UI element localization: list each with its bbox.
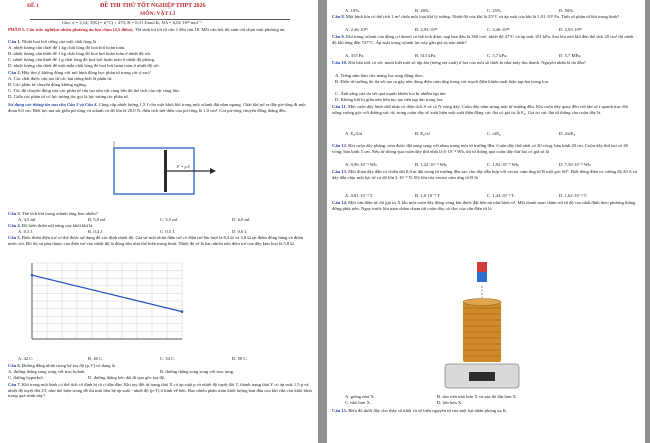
- q8-option-d[interactable]: D. 2,93·10²⁸: [559, 27, 582, 32]
- q12-stem: Hai cuộn dây phẳng, tròn được đặt song song với nhau trong một từ trường đều. Cuộn dây thứ nhất có 20 vòng, bán kính 20 cm. Cuộn dây thứ hai có 40 vòng, bán kính 5 cm. Nếu từ thông qua cuộn dây thứ nhất là 6·10⁻⁴ Wb, thì từ thông qua cuộn dây thứ hai có giá trị là: [332, 143, 628, 154]
- q7-number: Câu 7.: [8, 382, 21, 387]
- q13-option-c[interactable]: C. 1,44·10⁻³ T.: [487, 193, 516, 198]
- q2-option-a[interactable]: A. Các chất được cấu tạo từ các hạt riêng biệt là phân tử.: [8, 76, 113, 81]
- q3-option-d[interactable]: D. 6,0 ml.: [232, 217, 251, 222]
- scale-display: [469, 372, 495, 381]
- q8-option-b[interactable]: B. 2,93·10²⁵: [415, 27, 438, 32]
- q6-option-b[interactable]: B. đường thẳng song song với trục tung.: [160, 369, 235, 374]
- q11-option-a[interactable]: A. E₀/2πf: [345, 131, 363, 136]
- q12-option-a[interactable]: A. 0,96·10⁻⁵ Wb.: [345, 162, 378, 167]
- q10-option-a[interactable]: A. Tiếng sấm làm cho màng loa rung động theo.: [335, 73, 424, 78]
- force-label: F = p.S: [177, 164, 190, 169]
- q3-number: Câu 3.: [8, 211, 21, 216]
- exam-title: ĐỀ THI THỬ TỐT NGHIỆP THPT 2026: [100, 3, 206, 9]
- q6-stem: Đường đẳng nhiệt trong hệ toạ độ (p,V) có dạng là: [21, 363, 115, 368]
- q7-option-a[interactable]: A. 10%.: [345, 8, 361, 13]
- q8-option-a[interactable]: A. 2,46·10²⁵: [345, 27, 368, 32]
- q4-option-a[interactable]: A. 0,3 J.: [18, 229, 34, 234]
- q14-option-c[interactable]: C. nhỏ hơn X.: [345, 400, 372, 405]
- data-point: [31, 274, 34, 277]
- q7-option-d[interactable]: D. 50%.: [559, 8, 575, 13]
- q12-number: Câu 12.: [332, 143, 348, 148]
- q4-number: Câu 4.: [8, 223, 21, 228]
- q1-option-c[interactable]: C. nhiệt lượng cần thiết để 1 g chất lỏng đó hoá hơi hoàn toàn ở nhiệt độ phòng.: [8, 57, 156, 62]
- q3-option-c[interactable]: C. 5,5 ml.: [160, 217, 179, 222]
- shared-intro: Cùng cấp nhiệt lượng 1,5 J cho một khối khí trong một xilanh đặt nằm ngang. Chất khí nở ra đẩy pit-tông đi một đoạn 6,0 cm. Biết lực ma sát giữa pit-tông và xilanh có độ lớn là 20,0 N, điện tích tiết diện của pit-tông là 1,0 cm². Coi pit-tông chuyển động thẳng đều.: [8, 102, 306, 113]
- q7-option-c[interactable]: C. 25%.: [487, 8, 502, 13]
- part1-note: Thí sinh trả lời từ câu 1 đến câu 18. Mỗi câu hỏi thí sinh chỉ chọn một phương án.: [134, 27, 286, 32]
- q6-option-a[interactable]: A. đường thẳng song song với trục hoành.: [8, 369, 86, 374]
- q13-option-b[interactable]: B. 1,0·10⁻³ T.: [415, 193, 441, 198]
- q9-option-d[interactable]: D. 5,7 MPa.: [559, 53, 582, 58]
- q6-number: Câu 6.: [8, 363, 21, 368]
- magnet-south-pole: [477, 272, 487, 282]
- q13-option-d[interactable]: D. 1,62·10⁻³ T.: [559, 193, 588, 198]
- data-point: [181, 310, 184, 313]
- q1-option-a[interactable]: A. nhiệt lượng cần thiết để 1 kg chất lỏng đó hoá hơi hoàn toàn.: [8, 45, 126, 50]
- part1-title: PHẦN I. Câu trắc nghiệm nhiều phương án lựa chọn (4,5 điểm).: [8, 27, 134, 32]
- piston-plate: [164, 150, 167, 192]
- q8-number: Câu 8.: [332, 14, 345, 19]
- q1-option-b[interactable]: B. nhiệt lượng cần thiết để 1 kg chất lỏng đó hoá hơi hoàn toàn ở nhiệt độ sôi.: [8, 51, 152, 56]
- q11-option-b[interactable]: B. E₀/πf: [415, 131, 430, 136]
- q14-stem: Một cân điện tử chỉ giá trị X khi một cuộn dây đồng vòng kín được đặt bên nó như hình vẽ. Một thanh nam châm rơi từ độ cao nhất định theo phương thẳng đứng phía trên. Ngay trước khi nam châm chạm tới cuộn dây, số đọc của cân điện tử là: [332, 200, 636, 211]
- q3-option-a[interactable]: A. 4,5 ml.: [18, 217, 37, 222]
- q2-stem: Hãy tìm ý không đúng với mô hình động học phân tử trong các ý sau?: [21, 70, 151, 75]
- q14-option-b[interactable]: B. dao tiến nhỏ hơn X và sau đó lớn hơn X.: [437, 394, 518, 399]
- q15-stem: Biểu đồ dưới đây cho thấy số khối và số hiệu nguyên tử của một hạt nhân phóng xạ K.: [348, 408, 508, 413]
- coil-top: [463, 299, 501, 306]
- q11-number: Câu 11.: [332, 104, 347, 109]
- q8-stem: Một bình kín có thể tích 1 m³ chứa một loại khí lý tưởng. Nhiệt độ của khí là 25°C và áp suất của khí là 1,01·10⁵ Pa. Tính số phân tử khí trong bình?: [345, 14, 620, 19]
- force-arrow: [210, 168, 216, 174]
- q14-number: Câu 14.: [332, 200, 348, 205]
- q13-number: Câu 13.: [332, 169, 348, 174]
- q4-option-d[interactable]: D. 0,6 J.: [232, 229, 248, 234]
- exam-code-tag: ĐỀ 1: [27, 3, 39, 9]
- q10-number: Câu 10.: [332, 60, 348, 65]
- q2-option-c[interactable]: C. Tốc độ chuyển động của các phân tử cấu tạo nên vật càng lớn thì thể tích của vật càng lớn.: [8, 88, 180, 93]
- q9-option-b[interactable]: B. 315 kPa.: [415, 53, 437, 58]
- q5-number: Câu 5.: [8, 235, 21, 240]
- q13-stem: Một đoạn dây dẫn có chiều dài 0,8 m đặt trong từ trường đều sao cho dây dẫn hợp với vector cảm ứng từ B một góc 60°. Biết dòng điện có cường độ 20 A và dây dẫn chịu một lực từ có độ lớn 2·10⁻² N. Độ lớn của vector cảm ứng từ B là: [332, 169, 638, 180]
- q5-option-d[interactable]: D. 58 C.: [232, 356, 248, 361]
- q2-number: Câu 2.: [8, 70, 21, 75]
- q12-option-b[interactable]: B. 1,22·10⁻⁴ Wb.: [415, 162, 448, 167]
- q14-option-d[interactable]: D. lớn hơn X.: [437, 400, 463, 405]
- q11-option-d[interactable]: D. 2πfE₀: [559, 131, 576, 136]
- q9-number: Câu 9.: [332, 34, 345, 39]
- q6-option-c[interactable]: C. đường hyperbol.: [8, 375, 44, 380]
- q12-option-d[interactable]: D. 7,50·10⁻⁵ Wb.: [559, 162, 592, 167]
- exam-page-1: [0, 0, 318, 443]
- magnet-coil-scale-figure: [437, 262, 527, 412]
- q3-option-b[interactable]: B. 5,0 ml.: [88, 217, 107, 222]
- q10-option-b[interactable]: B. Điện từ trường do tia sét tạo ra gây nên dòng điện cảm ứng trong các mạch điện khiến xuất hiện tạp âm trong loa.: [335, 79, 549, 84]
- q2-option-d[interactable]: D. Giữa các phân tử có lực tương tác gọi là lực tương tác phân tử.: [8, 94, 129, 99]
- q5-option-a[interactable]: A. 42 C.: [18, 356, 34, 361]
- shared-intro-title: Sử dụng các thông tin sau cho Câu 3 và Câu 4.: [8, 102, 98, 107]
- q10-option-c[interactable]: C. Ánh sáng của tia sét quá mạnh khiến loa bị nhiễm tạp âm.: [335, 91, 447, 96]
- piston-cylinder-figure: [110, 140, 230, 202]
- q1-stem: Nhiệt hoá hơi riêng của một chất lỏng là: [21, 39, 97, 44]
- q9-option-a[interactable]: A. 315 Pa.: [345, 53, 365, 58]
- q4-option-c[interactable]: C. 0,5 J.: [160, 229, 176, 234]
- q13-option-a[interactable]: A. 0,81·10⁻³ T.: [345, 193, 374, 198]
- q14-option-a[interactable]: A. giống như X.: [345, 394, 375, 399]
- q10-option-d[interactable]: D. Không khí bị giãn nén liên tục tạo nên tạp âm trong loa.: [335, 97, 444, 102]
- q5-option-b[interactable]: B. 46 C.: [88, 356, 104, 361]
- q5-option-c[interactable]: C. 54 C.: [160, 356, 176, 361]
- constants-line: Cho: π = 3,14; T(K) = t(°C) + 273; R = 8,31 J/mol.K; NA = 6,02·10²³ mol⁻¹: [62, 20, 202, 25]
- q4-option-b[interactable]: B. 0,4 J.: [88, 229, 104, 234]
- q10-stem: Khi bấu trời có sét, muốt biết một số tập âm (tiếng sét xuất) ở loa của một số thiết bị như máy thu thanh. Nguyên nhân là do đâu?: [348, 60, 586, 65]
- q7-stem: Khí trong một bình có thể tích cố định bị rò rỉ dần dần. Khi tay đổi từ trạng thái X có áp suất p và nhiệt độ tuyệt đối T, thành trạng thái Y có áp suất 1,5 p và nhiệt độ tuyệt đối 2T, như thể hiện trong đồ thị mối liên hệ áp suất - nhiệt độ (p-T) ở hình vẽ bên. Bao nhiêu phần trăm khối lượng ban đầu của khí vẫn còn khối bình trong quá trình này?: [8, 382, 312, 399]
- q1-option-d[interactable]: D. nhiệt lượng cần thiết để một mẫu chất lỏng đó hoá hơi hoàn toàn ở nhiệt độ sôi.: [8, 63, 160, 68]
- q9-stem: Khí trong xilanh của động cơ diesel có thể tích được nạp ban đầu là 360 cm³, nhiệt độ 47°C và áp suất 101 kPa. Sau khi nén khí đến thể tích 20 cm³ thì nhiệt độ khí tăng đến 727°C. Áp suất trong xilanh lúc này gần giá trị nào nhất?: [332, 34, 634, 45]
- q9-option-c[interactable]: C. 5,7 kPa.: [487, 53, 508, 58]
- q4-stem: Độ biến thiên nội năng của khối khí là: [21, 223, 93, 228]
- q2-option-b[interactable]: B. Các phân tử chuyển động không ngừng.: [8, 82, 87, 87]
- q7-option-b[interactable]: B. 20%.: [415, 8, 430, 13]
- q1-number: Câu 1.: [8, 39, 21, 44]
- q3-stem: Thể tích khí trong xilanh tăng bao nhiêu?: [21, 211, 98, 216]
- magnet-north-pole: [477, 262, 487, 272]
- q8-option-c[interactable]: C. 2,46·10²⁸: [487, 27, 510, 32]
- q6-option-d[interactable]: D. đường thẳng kéo dài đi qua gốc toạ độ.: [88, 375, 166, 380]
- q5-stem: Biểu thiên điện trở có thể được sử dụng để xác định nhiệt độ. Giả sử một nhiệt điện trở có điện trở lần lượt là 8,4 Ω và 3,6 Ω tại điểm đông băng và điểm nước sôi. Đồ thị sự phụ thuộc của điện trở vào nhiệt độ là đồng dấu như thế hiện trong hình. Nhiệt độ sẽ là bao nhiêu nếu điện trở của dây kim loại là 5,8 Ω.: [8, 235, 304, 246]
- q12-option-c[interactable]: C. 1,92·10⁻⁵ Wb.: [487, 162, 520, 167]
- q11-stem: Một cuộn dây hình chữ nhật có diện tích S và có N vòng dây. Cuộn dây nằm trong một từ trường đều. Khi cuộn dây quay đều với tần số f quanh trục đối xứng vuông góc với đường sức từ, trong cuộn dây sẽ xuất hiện một suất điện động cực đại có giá trị là E₀. Giá trị cực đại từ thông của cuộn dây là: [332, 104, 629, 115]
- q15-number: Câu 15.: [332, 408, 348, 413]
- resistance-temperature-chart: [10, 259, 190, 351]
- exam-subject: MÔN: VẬT LÍ: [140, 11, 176, 17]
- exam-page-2: [327, 0, 645, 443]
- q11-option-c[interactable]: C. πfE₀: [487, 131, 501, 136]
